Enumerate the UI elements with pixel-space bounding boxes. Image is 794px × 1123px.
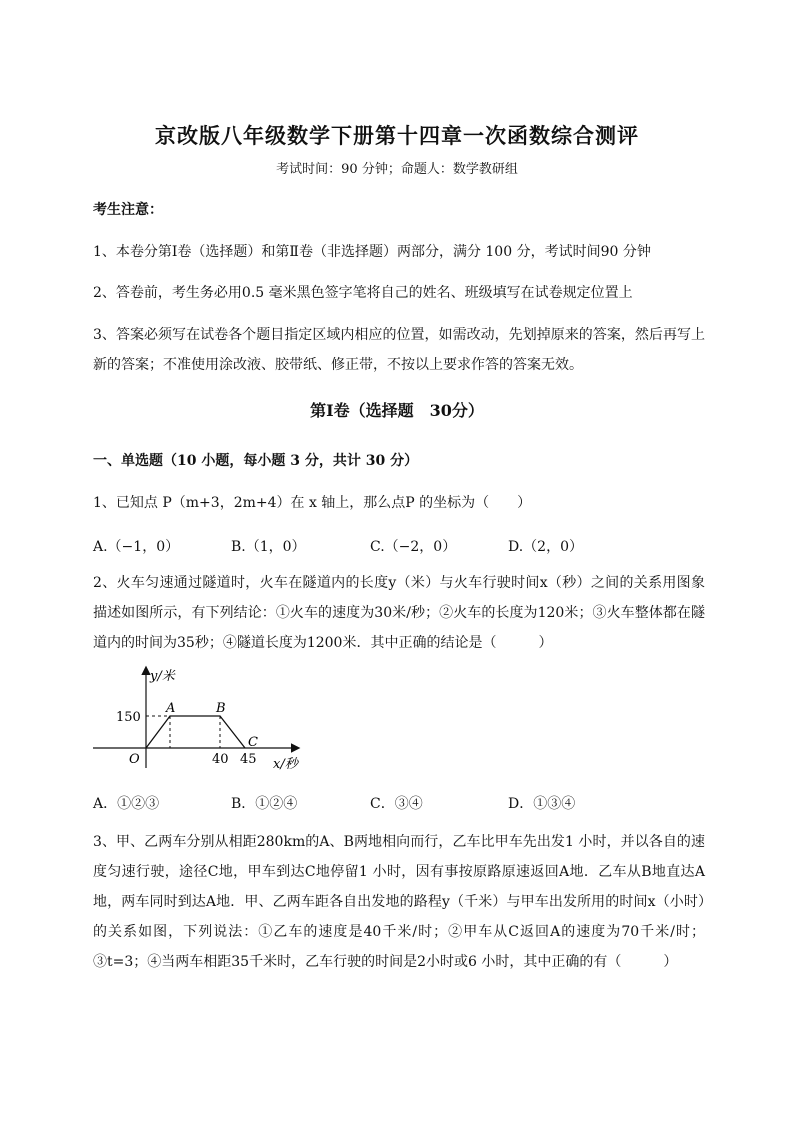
question-3-stem: 3、甲、乙两车分别从相距280km的A、B两地相向而行，乙车比甲车先出发1 小时，并以各自的速度匀速行驶，途径C地，甲车到达C地停留1 小时，因有事按原路原速返回A地．乙车从B地直达A地，两车同时到达A地．甲、乙两车距各自出发地的路程y（千米）与甲车出发所用的时间x（小时）的关系如图，下列说法：①乙车的速度是40千米/时；②甲车从C返回A的速度为70千米/时；③t=3；④当两车相距35千米时，乙车行驶的时间是2小时或6 小时，其中正确的有（ ） bbox=[93, 834, 705, 970]
question-1-option-d: D.（2，0） bbox=[508, 539, 583, 555]
question-2-graph bbox=[93, 660, 313, 775]
part-heading: 一、单选题（10 小题，每小题 3 分，共计 30 分） bbox=[93, 453, 419, 469]
question-2-option-c: C．③④ bbox=[370, 796, 423, 812]
x-tick-45: 45 bbox=[240, 752, 257, 767]
notice-item-3: 3、答案必须写在试卷各个题目指定区域内相应的位置，如需改动，先划掉原来的答案，然后再写上新的答案；不准使用涂改液、胶带纸、修正带，不按以上要求作答的答案无效。 bbox=[93, 327, 705, 373]
notice-item-1: 1、本卷分第Ⅰ卷（选择题）和第Ⅱ卷（非选择题）两部分，满分 100 分，考试时间90 分钟 bbox=[93, 244, 651, 260]
point-a-label: A bbox=[166, 701, 176, 716]
question-2-stem: 2、火车匀速通过隧道时，火车在隧道内的长度y（米）与火车行驶时间x（秒）之间的关系用图象描述如图所示，有下列结论：①火车的速度为30米/秒；②火车的长度为120米；③火车整体都在隧道内的时间为35秒；④隧道长度为1200米．其中正确的结论是（ ） bbox=[93, 575, 705, 651]
y-tick-150: 150 bbox=[116, 710, 141, 725]
question-2-option-d: D．①③④ bbox=[508, 796, 576, 812]
question-1-stem: 1、已知点 P（m+3，2m+4）在 x 轴上，那么点P 的坐标为（ ） bbox=[93, 495, 532, 511]
notice-heading: 考生注意： bbox=[93, 202, 163, 218]
x-axis-label: x/秒 bbox=[273, 757, 298, 772]
question-1-option-c: C.（−2，0） bbox=[370, 539, 457, 555]
graph-line bbox=[146, 716, 245, 748]
page-subtitle: 考试时间：90 分钟；命题人：数学教研组 bbox=[276, 162, 518, 177]
question-1-option-b: B.（1，0） bbox=[231, 539, 306, 555]
y-axis-label: y/米 bbox=[150, 669, 175, 684]
page-title: 京改版八年级数学下册第十四章一次函数综合测评 bbox=[155, 123, 639, 148]
section-title: 第Ⅰ卷（选择题 30分） bbox=[310, 401, 484, 420]
question-2-option-b: B．①②④ bbox=[231, 796, 298, 812]
question-2-option-a: A．①②③ bbox=[93, 796, 160, 812]
x-tick-40: 40 bbox=[212, 752, 229, 767]
notice-item-2: 2、答卷前，考生务必用0.5 毫米黑色签字笔将自己的姓名、班级填写在试卷规定位置上 bbox=[93, 285, 633, 301]
point-c-label: C bbox=[248, 735, 258, 750]
point-b-label: B bbox=[216, 701, 226, 716]
question-1-option-a: A.（−1，0） bbox=[93, 539, 180, 555]
origin-label: O bbox=[129, 752, 140, 767]
